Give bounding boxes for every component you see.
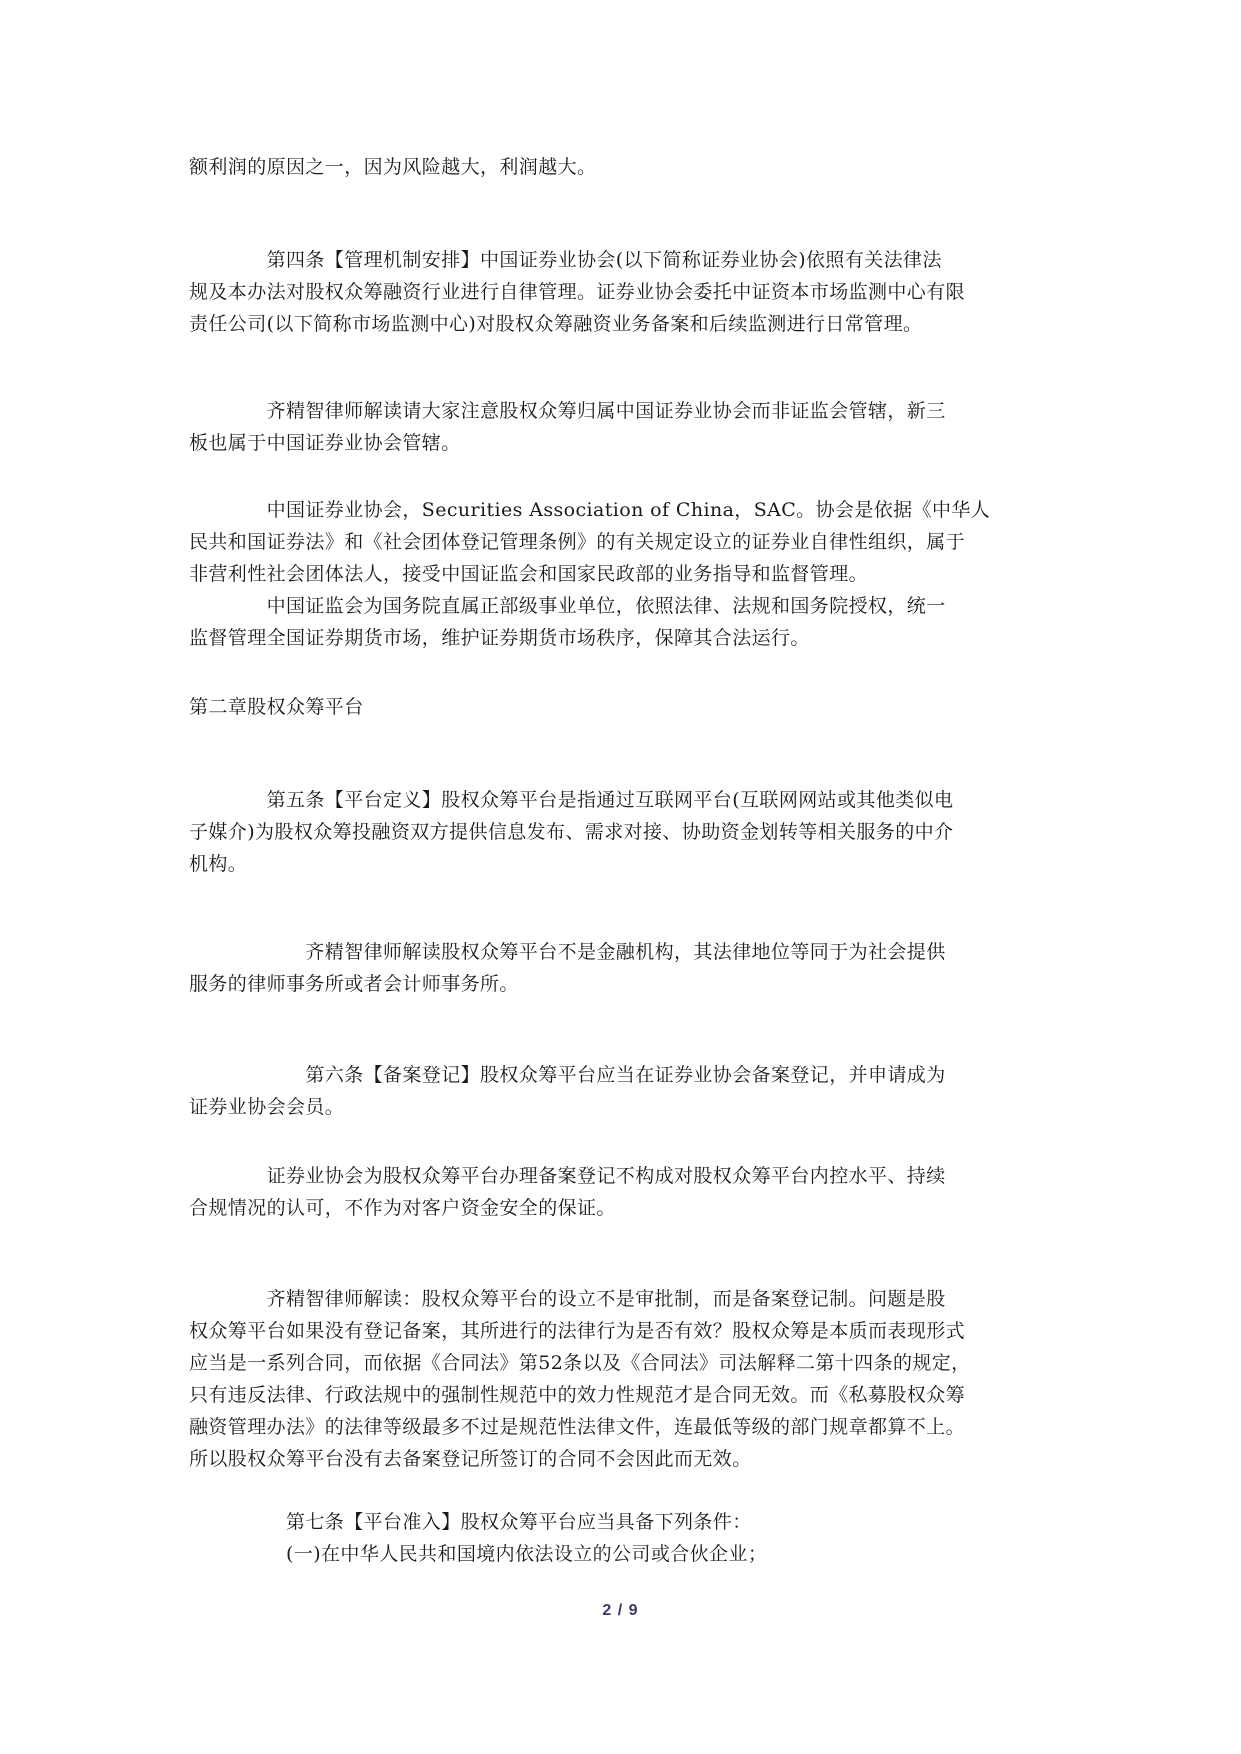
- text-line: 第四条【管理机制安排】中国证券业协会(以下简称证券业协会)依照有关法律法: [189, 249, 942, 271]
- text-line: 责任公司(以下简称市场监测中心)对股权众筹融资业务备案和后续监测进行日常管理。: [189, 313, 923, 335]
- paragraph-article-4: [189, 244, 1053, 340]
- paragraph-lawyer-note-3: [189, 1283, 1053, 1475]
- text-line: 非营利性社会团体法人，接受中国证监会和国家民政部的业务指导和监督管理。: [189, 563, 869, 585]
- chapter-heading: [189, 691, 1053, 723]
- paragraph-registration-note: [189, 1160, 1053, 1224]
- paragraph-profit-reason: [189, 151, 1053, 183]
- paragraph-sac-csrc: [189, 494, 1053, 654]
- text-line: 子媒介)为股权众筹投融资双方提供信息发布、需求对接、协助资金划转等相关服务的中介: [189, 821, 954, 843]
- text-line: 服务的律师事务所或者会计师事务所。: [189, 973, 519, 995]
- text-line: 第五条【平台定义】股权众筹平台是指通过互联网平台(互联网网站或其他类似电: [189, 789, 954, 811]
- paragraph-article-7: [189, 1506, 1053, 1570]
- text-line: (一)在中华人民共和国境内依法设立的公司或合伙企业；: [189, 1543, 768, 1565]
- text-line: 齐精智律师解读请大家注意股权众筹归属中国证券业协会而非证监会管辖，新三: [189, 400, 946, 422]
- text-line: 机构。: [189, 853, 248, 875]
- text-line: 应当是一系列合同，而依据《合同法》第52条以及《合同法》司法解释二第十四条的规定，: [189, 1352, 971, 1374]
- text-line: 民共和国证券法》和《社会团体登记管理条例》的有关规定设立的证券业自律性组织，属于: [189, 531, 966, 553]
- text-line: 第七条【平台准入】股权众筹平台应当具备下列条件：: [189, 1511, 752, 1533]
- text-line: 融资管理办法》的法律等级最多不过是规范性法律文件，连最低等级的部门规章都算不上。: [189, 1416, 966, 1438]
- text-line: 齐精智律师解读股权众筹平台不是金融机构，其法律地位等同于为社会提供: [189, 941, 946, 963]
- text-line: 中国证监会为国务院直属正部级事业单位，依照法律、法规和国务院授权，统一: [189, 595, 946, 617]
- text-line: 监督管理全国证券期货市场，维护证券期货市场秩序，保障其合法运行。: [189, 627, 810, 649]
- text-line: 齐精智律师解读：股权众筹平台的设立不是审批制，而是备案登记制。问题是股: [189, 1288, 946, 1310]
- text-line: 第二章股权众筹平台: [189, 696, 364, 718]
- text-line: 合规情况的认可，不作为对客户资金安全的保证。: [189, 1197, 616, 1219]
- text-line: 中国证券业协会，Securities Association of China，SAC。协会是依据《中华人: [189, 499, 991, 521]
- paragraph-article-5: [189, 784, 1053, 880]
- text-line: 所以股权众筹平台没有去备案登记所签订的合同不会因此而无效。: [189, 1448, 752, 1470]
- text-line: 第六条【备案登记】股权众筹平台应当在证券业协会备案登记，并申请成为: [189, 1064, 946, 1086]
- page-number: 2 / 9: [602, 1602, 639, 1619]
- text-line: 证券业协会会员。: [189, 1096, 345, 1118]
- paragraph-article-6: [189, 1059, 1053, 1123]
- text-line: 权众筹平台如果没有登记备案，其所进行的法律行为是否有效？股权众筹是本质而表现形式: [189, 1320, 966, 1342]
- text-line: 板也属于中国证券业协会管辖。: [189, 432, 461, 454]
- text-line: 规及本办法对股权众筹融资行业进行自律管理。证券业协会委托中证资本市场监测中心有限: [189, 281, 966, 303]
- text-line: 只有违反法律、行政法规中的强制性规范中的效力性规范才是合同无效。而《私募股权众筹: [189, 1384, 966, 1406]
- paragraph-lawyer-note-2: [189, 936, 1053, 1000]
- paragraph-lawyer-note-1: [189, 395, 1053, 459]
- text-line: 额利润的原因之一，因为风险越大，利润越大。: [189, 156, 597, 178]
- text-line: 证券业协会为股权众筹平台办理备案登记不构成对股权众筹平台内控水平、持续: [189, 1165, 946, 1187]
